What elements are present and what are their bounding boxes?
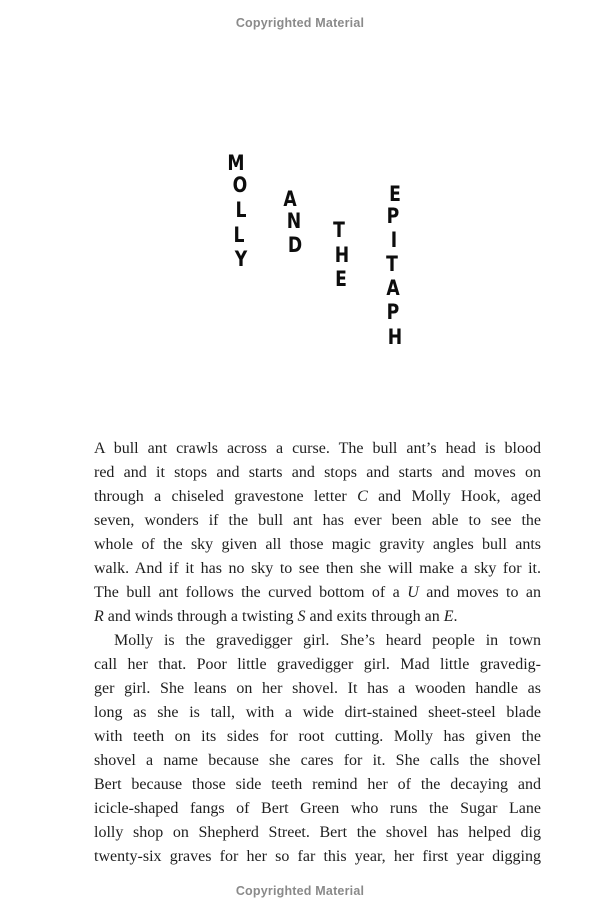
title-letter-epitaph-6: H [387,325,403,349]
title-letter-and-0: A [283,187,297,211]
text-segment: call her that. Poor little gravedigger girl. Mad little gravedig- [94,656,541,673]
text-segment: lolly shop on Shepherd Street. Bert the shovel has helped dig [94,824,541,841]
body-line [94,797,541,821]
text-segment: walk. And if it has no sky to see then she will make a sky for it. [94,560,541,577]
text-segment: icicle-shaped fangs of Bert Green who runs the Sugar Lane [94,800,541,817]
body-line [94,749,541,773]
title-letter-the-1: H [334,243,350,267]
text-segment: seven, wonders if the bull ant has ever been able to see the [94,512,541,529]
text-segment: The bull ant follows the curved bottom of a [94,584,408,601]
title-letter-and-2: D [287,233,303,257]
body-line [94,773,541,797]
text-segment: and moves to an [418,584,541,601]
body-line [94,725,541,749]
title-letter-molly-4: Y [234,247,248,271]
text-segment: long as she is tall, with a wide dirt-stained sheet-steel blade [94,704,541,721]
title-letter-the-0: T [333,218,345,242]
italic-gravestone-letter: E [443,608,454,625]
title-letter-molly-1: O [232,173,248,197]
body-line [94,653,541,677]
title-letter-molly-0: M [227,151,245,175]
text-segment: A bull ant crawls across a curse. The bull ant’s head is blood [94,440,541,457]
chapter-title [0,0,600,400]
text-segment: twenty-six graves for her so far this year, her first year digging [94,848,541,865]
italic-gravestone-letter: C [357,488,368,505]
title-letter-epitaph-5: P [386,300,400,324]
title-letter-molly-2: L [235,198,247,222]
title-letter-the-2: E [335,267,347,291]
title-letter-epitaph-4: A [386,276,400,300]
body-line [94,461,541,485]
italic-gravestone-letter: U [407,584,419,601]
text-segment: . [453,608,458,625]
text-segment: Bert because those side teeth remind her of the decaying and [94,776,541,793]
title-letter-and-1: N [286,209,302,233]
title-letter-epitaph-1: P [386,204,400,228]
title-letter-molly-3: L [233,223,245,247]
body-line [94,821,541,845]
title-letter-epitaph-0: E [389,182,401,206]
body-line [94,437,541,461]
text-segment: shovel a name because she cares for it. She calls the shovel [94,752,541,769]
text-segment: red and it stops and starts and stops and starts and moves on [94,464,541,481]
text-segment: with teeth on its sides for root cutting. Molly has given the [94,728,541,745]
text-segment: and Molly Hook, aged [367,488,541,505]
text-segment: ger girl. She leans on her shovel. It has a wooden handle as [94,680,541,697]
text-segment: and exits through an [305,608,444,625]
body-line [94,605,541,629]
body-line [94,557,541,581]
body-line [94,845,541,869]
body-line [94,629,541,653]
text-segment: Molly is the gravedigger girl. She’s heard people in town [114,632,541,649]
body-line [94,509,541,533]
copyright-notice-top: Copyrighted Material [235,16,365,30]
paragraph-2 [94,629,541,869]
body-line [94,485,541,509]
body-line [94,581,541,605]
italic-gravestone-letter: R [94,608,104,625]
paragraph-1 [94,437,541,629]
title-letter-epitaph-2: I [390,228,398,252]
body-line [94,701,541,725]
body-line [94,533,541,557]
text-segment: and winds through a twisting [103,608,298,625]
body-text [94,437,541,869]
title-letter-epitaph-3: T [386,252,398,276]
text-segment: whole of the sky given all those magic gravity angles bull ants [94,536,541,553]
text-segment: through a chiseled gravestone letter [94,488,358,505]
body-line [94,677,541,701]
italic-gravestone-letter: S [297,608,306,625]
copyright-notice-bottom: Copyrighted Material [235,884,365,898]
